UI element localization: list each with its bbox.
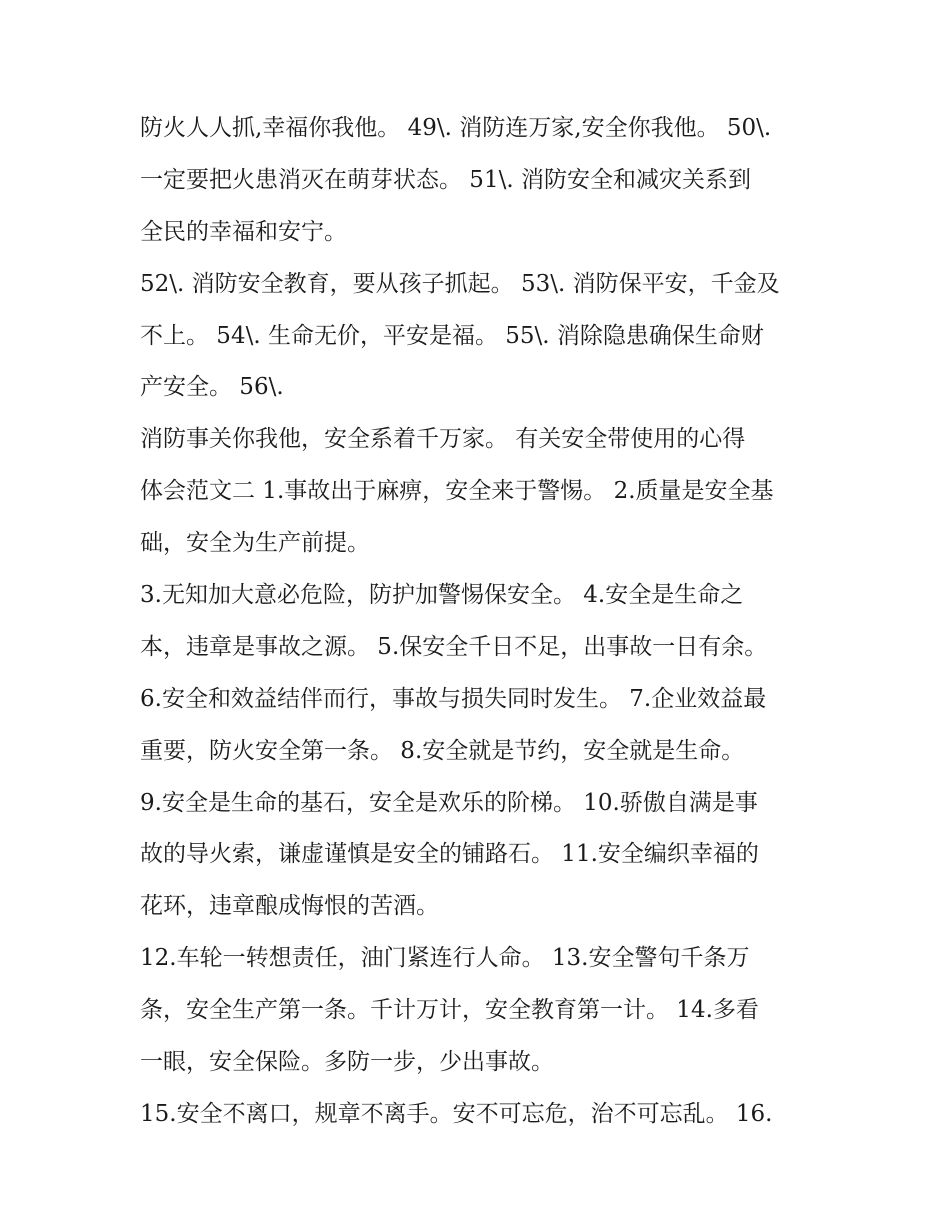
text-line-8: 体会范文二 1.事故出于麻痹，安全来于警惕。 2.质量是安全基 xyxy=(140,478,774,505)
text-line-16: 花环，违章酿成悔恨的苦酒。 xyxy=(140,893,439,920)
text-line-15: 故的导火索，谦虚谨慎是安全的铺路石。 11.安全编织幸福的 xyxy=(140,841,759,868)
text-line-1: 防火人人抓,幸福你我他。 49\. 消防连万家,安全你我他。 50\. xyxy=(140,115,772,141)
text-line-18: 条，安全生产第一条。千计万计，安全教育第一计。 14.多看 xyxy=(140,997,759,1024)
text-line-2: 一定要把火患消灭在萌芽状态。 51\. 消防安全和减灾关系到 xyxy=(140,166,751,193)
text-line-14: 9.安全是生命的基石，安全是欢乐的阶梯。 10.骄傲自满是事 xyxy=(140,789,758,816)
text-line-10: 3.无知加大意必危险，防护加警惕保安全。 4.安全是生命之 xyxy=(140,582,744,609)
text-line-7: 消防事关你我他，安全系着千万家。 有关安全带使用的心得 xyxy=(140,426,746,453)
text-line-6: 产安全。 56\. xyxy=(140,374,284,401)
text-line-13: 重要，防火安全第一条。 8.安全就是节约，安全就是生命。 xyxy=(140,737,745,764)
text-line-11: 本，违章是事故之源。 5.保安全千日不足，出事故一日有余。 xyxy=(140,633,768,660)
text-line-20: 15.安全不离口，规章不离手。安不可忘危，治不可忘乱。 16. xyxy=(140,1100,773,1127)
document-body xyxy=(140,103,820,1141)
text-line-4: 52\. 消防安全教育，要从孩子抓起。 53\. 消防保平安，千金及 xyxy=(140,270,780,297)
text-line-19: 一眼，安全保险。多防一步，少出事故。 xyxy=(140,1049,554,1076)
text-line-3: 全民的幸福和安宁。 xyxy=(140,218,347,245)
text-line-12: 6.安全和效益结伴而行，事故与损失同时发生。 7.企业效益最 xyxy=(140,685,767,712)
text-line-9: 础，安全为生产前提。 xyxy=(140,530,370,557)
text-line-17: 12.车轮一转想责任，油门紧连行人命。 13.安全警句千条万 xyxy=(140,945,750,972)
text-line-5: 不上。 54\. 生命无价，平安是福。 55\. 消除隐患确保生命财 xyxy=(140,322,764,349)
